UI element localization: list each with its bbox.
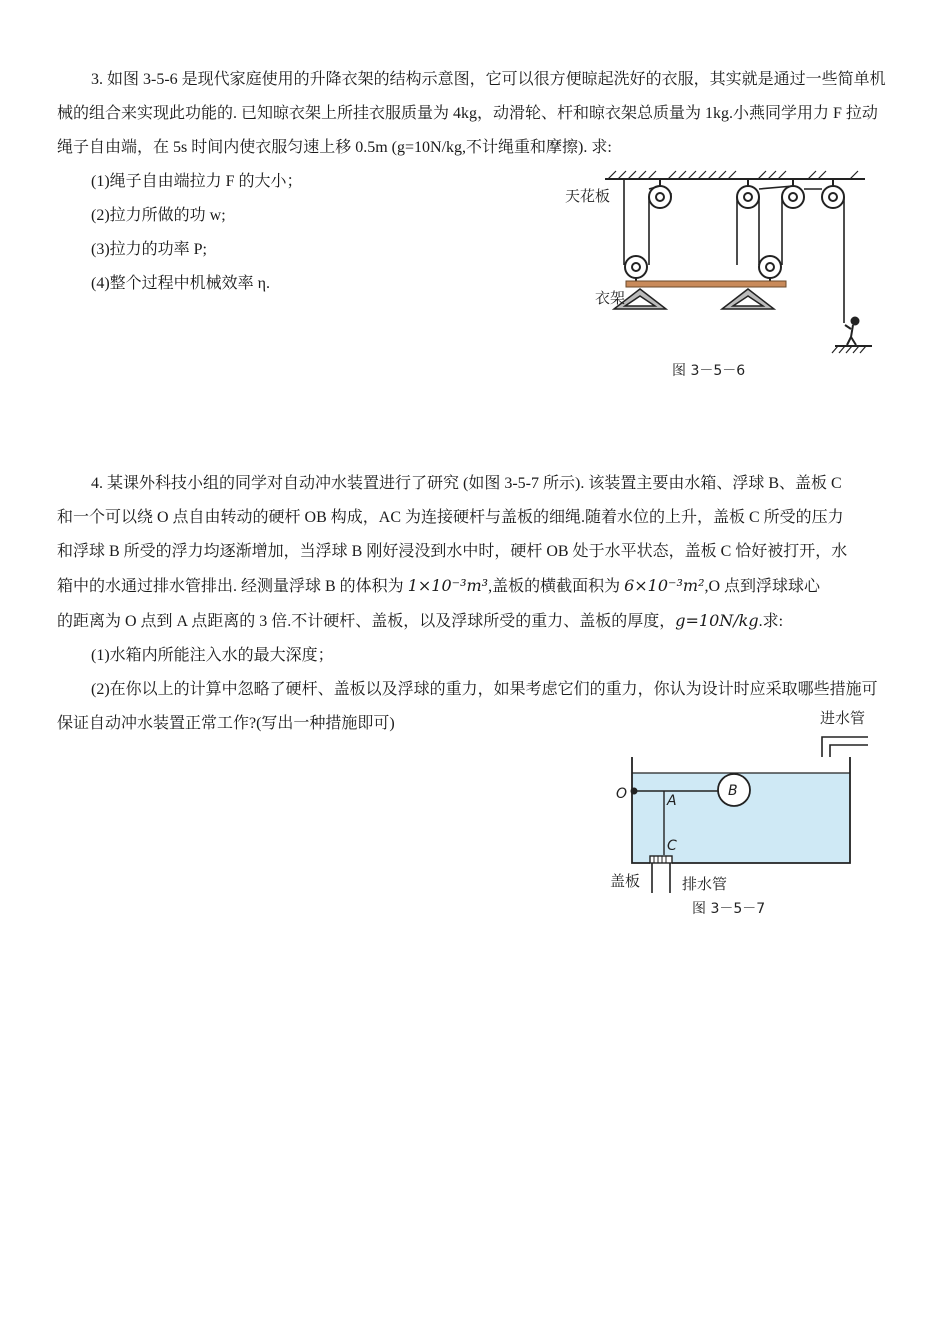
drain-label: 排水管 — [682, 875, 728, 893]
q4-line-3: 和浮球 B 所受的浮力均逐渐增加，当浮球 B 刚好浸没到水中时，硬杆 OB 处于水平状态，盖板 C 恰好被打开，水 — [57, 543, 848, 560]
q3-item-2: (2)拉力所做的功 w; — [91, 207, 226, 224]
q4-line-1: 4. 某课外科技小组的同学对自动冲水装置进行了研究 (如图 3-5-7 所示). 该装置主要由水箱、浮球 B、盖板 C — [91, 475, 842, 492]
q4-line-2: 和一个可以绕 O 点自由转动的硬杆 OB 构成，AC 为连接硬杆与盖板的细绳.随着水位的上升，盖板 C 所受的压力 — [57, 509, 844, 526]
fig-3-5-6-caption: 图 3－5－6 — [672, 363, 746, 379]
gravity-constant: g=10N/kg — [675, 611, 759, 630]
q4-line-5a: 的距离为 O 点到 A 点距离的 3 倍.不计硬杆、盖板，以及浮球所受的重力、盖板的厚度， — [57, 613, 676, 630]
q4-line-4 — [57, 569, 889, 604]
point-b-label: B — [728, 783, 738, 799]
rack-label: 衣架 — [595, 289, 626, 307]
inlet-label: 进水管 — [820, 709, 866, 727]
q3-stem-text: 3. 如图 3-5-6 是现代家庭使用的升降衣架的结构示意图，它可以很方便晾起洗好的衣服，其实就是通过一些简单机械的组合来实现此功能的. 已知晾衣架上所挂衣服质量为 4kg，动滑轮、杆和晾衣架总质量为 1kg.小燕同学用力 F 拉动绳子自由端，在 5s 时间内使衣服匀速上移 0.5m (g=10N/kg,不计绳重和摩擦). 求: — [57, 71, 886, 156]
float-volume: 1×10⁻³m³ — [407, 576, 489, 595]
point-a-label: A — [667, 793, 677, 809]
q3-item-1: (1)绳子自由端拉力 F 的大小； — [91, 173, 303, 190]
lid-label: 盖板 — [610, 872, 641, 890]
q3-item-4: (4)整个过程中机械效率 η. — [91, 275, 271, 292]
point-c-label: C — [667, 838, 677, 854]
point-o-label: O — [616, 786, 628, 802]
q3-stem — [57, 63, 889, 165]
q4-item-2: (2)在你以上的计算中忽略了硬杆、盖板以及浮球的重力，如果考虑它们的重力，你认为设计时应采取哪些措施可保证自动冲水装置正常工作?(写出一种措施即可) — [57, 681, 878, 732]
q4-item-1: (1)水箱内所能注入水的最大深度； — [91, 647, 334, 664]
q3-items — [91, 165, 303, 301]
q4-stem — [57, 467, 889, 741]
lid-area: 6×10⁻³m² — [624, 576, 705, 595]
figure-flush-device — [600, 705, 890, 925]
q4-line-4b: ,盖板的横截面积为 — [488, 578, 625, 595]
q3-item-3: (3)拉力的功率 P; — [91, 241, 208, 258]
figure-clothes-rack — [560, 165, 890, 385]
q4-line-5 — [57, 604, 889, 639]
q4-line-5b: .求: — [758, 613, 784, 630]
q4-line-4a: 箱中的水通过排水管排出. 经测量浮球 B 的体积为 — [57, 578, 408, 595]
ceiling-label: 天花板 — [565, 187, 611, 205]
fig-3-5-7-caption: 图 3－5－7 — [692, 901, 766, 917]
q4-line-4c: ,O 点到浮球球心 — [704, 578, 821, 595]
